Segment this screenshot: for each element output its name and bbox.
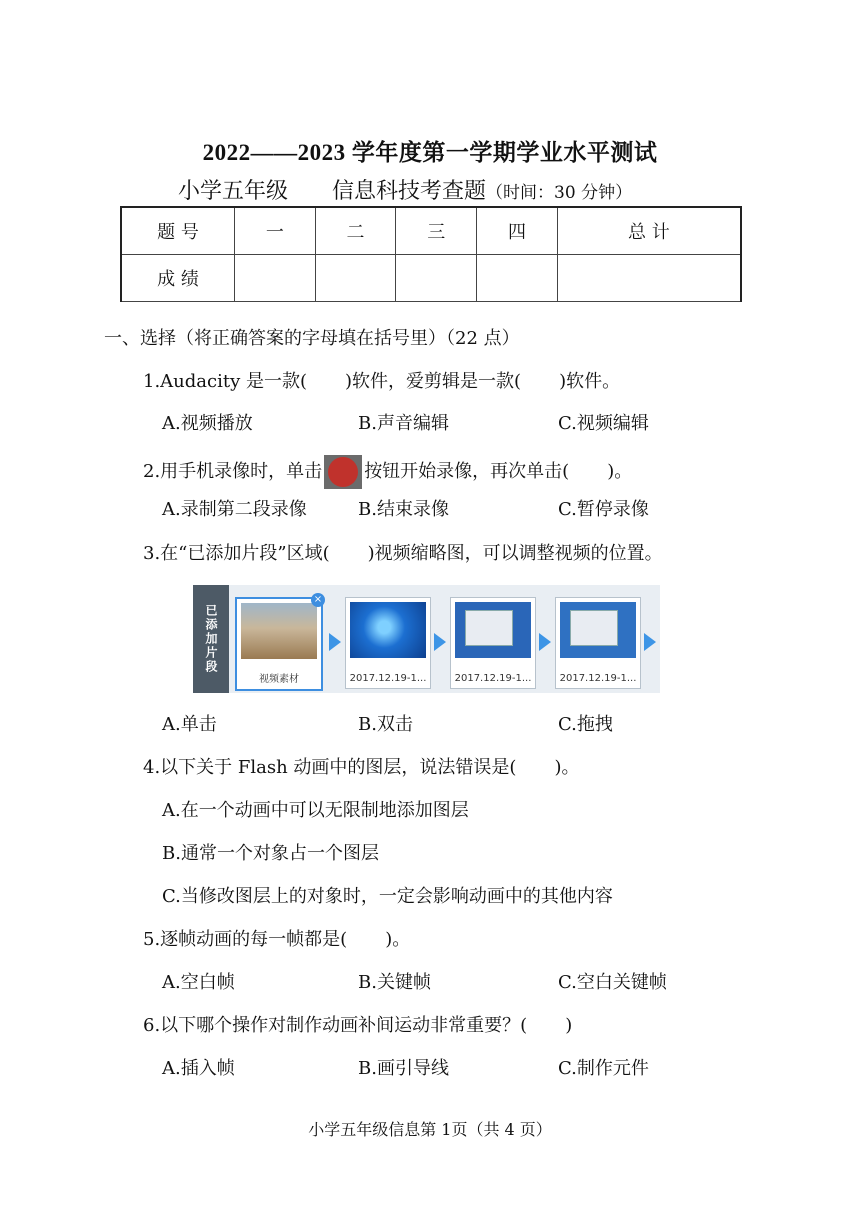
page-footer: 小学五年级信息第 1页（共 4 页） — [308, 1120, 552, 1139]
clip-caption: 2017.12.19-1... — [349, 673, 427, 684]
clip-thumbnail[interactable] — [345, 597, 431, 689]
arrow-right-icon — [434, 633, 446, 651]
score-header-cell: 三 — [396, 207, 477, 255]
question-4 — [143, 756, 579, 780]
added-clips-label: 已添加片段 — [193, 585, 229, 693]
score-header-cell: 总 计 — [557, 207, 741, 255]
time-label: （时间：30 分钟） — [486, 183, 633, 203]
question-5 — [143, 928, 410, 952]
question-text: 6.以下哪个操作对制作动画补间运动非常重要？( — [143, 1015, 528, 1036]
score-cell — [235, 255, 316, 302]
option-a: A.视频播放 — [162, 413, 253, 434]
subject-label: 信息科技考查题 — [332, 179, 487, 204]
option-c: C.暂停录像 — [558, 499, 649, 520]
option-b: B.画引导线 — [358, 1058, 449, 1079]
score-cell — [396, 255, 477, 302]
clip-thumbnail[interactable] — [450, 597, 536, 689]
option-c: C.视频编辑 — [558, 413, 649, 434]
score-cell — [315, 255, 396, 302]
section-title: 一、选择（将正确答案的字母填在括号里）（22 点） — [104, 328, 520, 349]
exam-subtitle — [178, 174, 632, 205]
option-a: A.单击 — [162, 714, 217, 735]
clip-thumbnail[interactable] — [555, 597, 641, 689]
score-header-cell: 二 — [315, 207, 396, 255]
option-b: B.双击 — [358, 714, 413, 735]
close-icon[interactable]: × — [311, 593, 325, 607]
desktop-thumbnail-icon — [350, 602, 426, 658]
desert-thumbnail-icon — [241, 603, 317, 659]
question-text: )软件，爱剪辑是一款( — [345, 371, 522, 392]
question-3 — [143, 542, 663, 566]
option-c: C.制作元件 — [558, 1058, 649, 1079]
option-b: B.声音编辑 — [358, 413, 449, 434]
desktop-thumbnail-icon — [560, 602, 636, 658]
arrow-right-icon — [539, 633, 551, 651]
question-text: 2.用手机录像时，单击 — [143, 461, 323, 482]
clip-caption: 视频素材 — [259, 674, 299, 685]
option-b: B.结束录像 — [358, 499, 449, 520]
question-text: ) — [565, 1015, 573, 1036]
clip-caption: 2017.12.19-1... — [559, 673, 637, 684]
option-b: B.通常一个对象占一个图层 — [162, 843, 379, 864]
option-b: B.关键帧 — [358, 972, 431, 993]
grade-label: 小学五年级 — [178, 179, 289, 204]
clip-caption: 2017.12.19-1... — [454, 673, 532, 684]
question-6 — [143, 1014, 572, 1038]
score-table — [120, 206, 742, 302]
question-text: 4.以下关于 Flash 动画中的图层，说法错误是( — [143, 757, 517, 778]
question-text: 按钮开始录像，再次单击( — [364, 461, 570, 482]
arrow-right-icon — [644, 633, 656, 651]
score-header-cell: 一 — [235, 207, 316, 255]
option-c: C.空白关键帧 — [558, 972, 667, 993]
question-text: )视频缩略图，可以调整视频的位置。 — [367, 543, 663, 564]
question-text: )。 — [385, 929, 411, 950]
score-row-label: 成 绩 — [121, 255, 235, 302]
score-table-header-row — [121, 207, 741, 255]
question-text: 5.逐帧动画的每一帧都是( — [143, 929, 348, 950]
option-c: C.拖拽 — [558, 714, 613, 735]
clip-thumbnail[interactable] — [235, 597, 323, 691]
score-table-score-row — [121, 255, 741, 302]
score-header-cell: 题 号 — [121, 207, 235, 255]
added-clips-panel — [193, 585, 660, 693]
question-text: )软件。 — [559, 371, 621, 392]
option-c: C.当修改图层上的对象时，一定会影响动画中的其他内容 — [162, 886, 613, 907]
option-a: A.在一个动画中可以无限制地添加图层 — [162, 800, 469, 821]
question-text: 1.Audacity 是一款( — [143, 371, 308, 392]
desktop-thumbnail-icon — [455, 602, 531, 658]
option-a: A.插入帧 — [162, 1058, 235, 1079]
option-a: A.录制第二段录像 — [162, 499, 307, 520]
question-2 — [143, 455, 632, 489]
question-text: )。 — [554, 757, 580, 778]
score-header-cell: 四 — [477, 207, 558, 255]
record-button-icon — [324, 455, 362, 489]
option-a: A.空白帧 — [162, 972, 235, 993]
question-text: )。 — [607, 461, 633, 482]
arrow-right-icon — [329, 633, 341, 651]
question-text: 3.在“已添加片段”区域( — [143, 543, 330, 564]
score-cell — [477, 255, 558, 302]
score-cell — [557, 255, 741, 302]
question-1 — [143, 370, 620, 394]
exam-title: 2022——2023 学年度第一学期学业水平测试 — [202, 140, 658, 165]
